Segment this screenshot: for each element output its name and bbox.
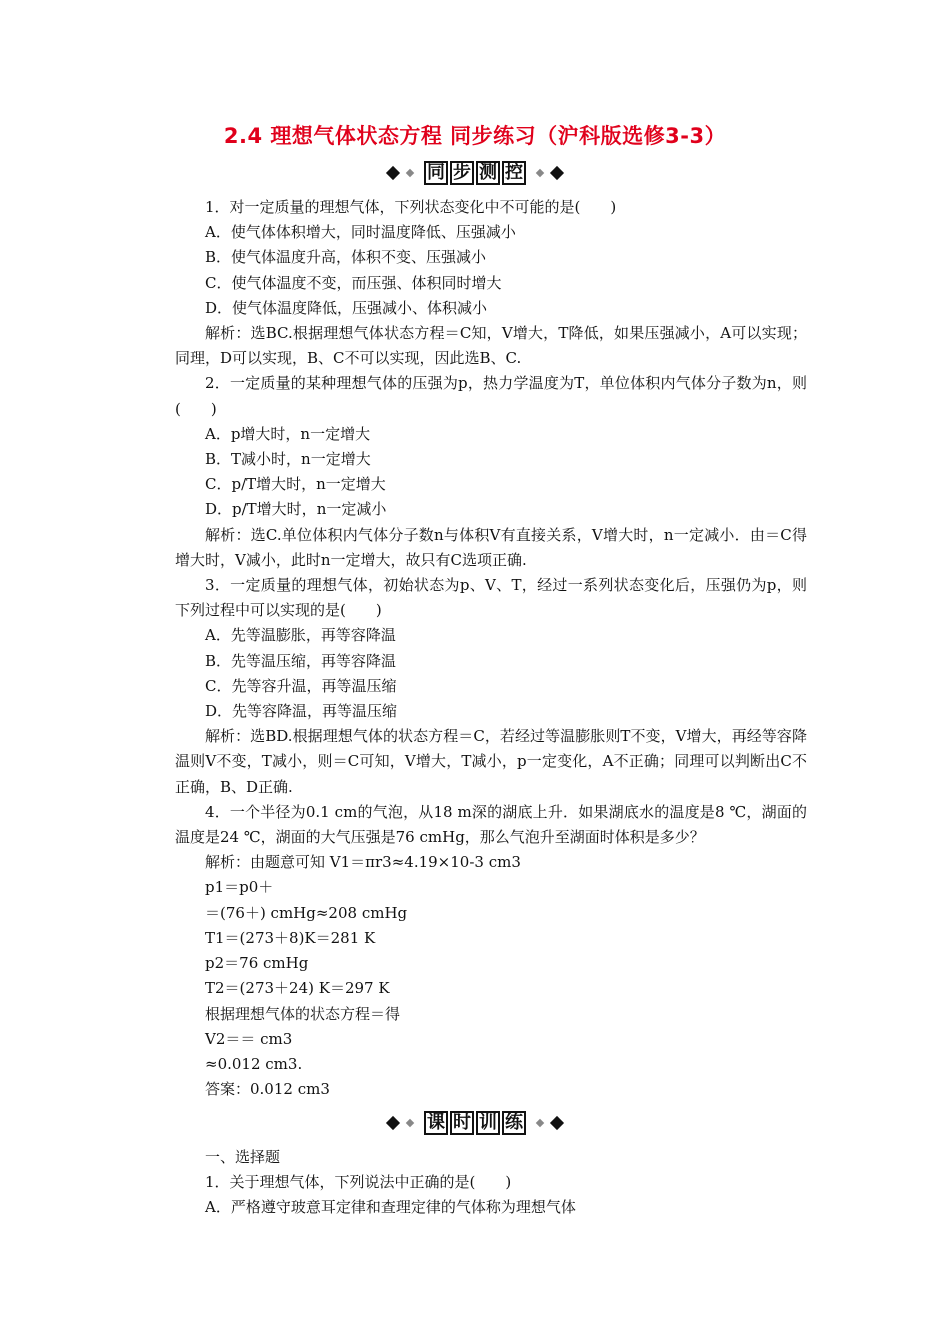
section-sync-test-content bbox=[175, 195, 807, 1102]
option-a: A．p增大时，n一定增大 bbox=[205, 424, 371, 443]
option-d: D．p/T增大时，n一定减小 bbox=[205, 500, 387, 519]
page-title: 2.4 理想气体状态方程 同步练习（沪科版选修3-3） bbox=[223, 124, 727, 148]
answer-analysis-3: 解析：选BD.根据理想气体的状态方程＝C，若经过等温膨胀则T不变，V增大，再经等容降温则V不变，T减小，则＝C可知，V增大，T减小，p一定变化，A不正确；同理可以判断出C不正确，B、D正确. bbox=[175, 727, 807, 796]
section-banner-lesson-training bbox=[0, 1108, 950, 1138]
option-b: B．先等温压缩，再等容降温 bbox=[205, 651, 397, 670]
option-d: D．使气体温度降低，压强减小、体积减小 bbox=[205, 298, 488, 317]
option-c: C．使气体温度不变，而压强、体积同时增大 bbox=[205, 273, 502, 292]
question-1: 1．对一定质量的理想气体，下列状态变化中不可能的是( ) bbox=[205, 198, 617, 216]
banner-char: 练 bbox=[502, 1111, 526, 1135]
option-d: D．先等容降温，再等温压缩 bbox=[205, 702, 398, 721]
subsection-heading: 一、选择题 bbox=[205, 1148, 281, 1166]
solution-line: T1＝(273＋8)K＝281 K bbox=[205, 928, 376, 947]
question-3: 3．一定质量的理想气体，初始状态为p、V、T，经过一系列状态变化后，压强仍为p，则下列过程中可以实现的是( ) bbox=[175, 576, 807, 620]
banner-left-ornament bbox=[383, 168, 417, 178]
solution-line: 根据理想气体的状态方程＝得 bbox=[205, 1004, 401, 1023]
solution-line: ＝(76＋) cmHg≈208 cmHg bbox=[205, 903, 408, 922]
banner-right-ornament bbox=[533, 168, 567, 178]
option-a: A．严格遵守玻意耳定律和查理定律的气体称为理想气体 bbox=[205, 1198, 576, 1217]
banner-char: 课 bbox=[424, 1111, 448, 1135]
section-banner-sync-test bbox=[0, 158, 950, 188]
solution-line: V2＝＝ cm3 bbox=[205, 1029, 293, 1048]
question-4: 4．一个半径为0.1 cm的气泡，从18 m深的湖底上升．如果湖底水的温度是8 ℃，湖面的温度是24 ℃，湖面的大气压强是76 cmHg，那么气泡升至湖面时体积是多少？ bbox=[175, 802, 807, 847]
banner-char: 时 bbox=[450, 1111, 474, 1135]
banner-char: 训 bbox=[476, 1111, 500, 1135]
option-c: C．p/T增大时，n一定增大 bbox=[205, 475, 386, 494]
banner-char: 步 bbox=[450, 161, 474, 185]
answer-analysis-1: 解析：选BC.根据理想气体状态方程＝C知，V增大，T降低，如果压强减小，A可以实现；同理，D可以实现，B、C不可以实现，因此选B、C. bbox=[175, 324, 807, 368]
banner-right-ornament bbox=[533, 1118, 567, 1128]
final-answer: 答案：0.012 cm3 bbox=[205, 1080, 330, 1099]
option-c: C．先等容升温，再等温压缩 bbox=[205, 676, 397, 695]
option-a: A．先等温膨胀，再等容降温 bbox=[205, 626, 396, 645]
solution-line: T2＝(273＋24) K＝297 K bbox=[205, 979, 390, 998]
solution-line: 解析：由题意可知 V1＝πr3≈4.19×10-3 cm3 bbox=[205, 853, 521, 872]
solution-line: p1＝p0＋ bbox=[205, 878, 274, 897]
banner-char: 测 bbox=[476, 161, 500, 185]
option-a: A．使气体体积增大，同时温度降低、压强减小 bbox=[205, 223, 516, 242]
banner-char: 控 bbox=[502, 161, 526, 185]
solution-line: p2＝76 cmHg bbox=[205, 954, 309, 973]
banner-left-ornament bbox=[383, 1118, 417, 1128]
question-1: 1．关于理想气体，下列说法中正确的是( ) bbox=[205, 1173, 512, 1192]
option-b: B．T减小时，n一定增大 bbox=[205, 450, 371, 469]
solution-line: ≈0.012 cm3. bbox=[205, 1054, 303, 1073]
option-b: B．使气体温度升高，体积不变、压强减小 bbox=[205, 248, 487, 267]
banner-char: 同 bbox=[424, 161, 448, 185]
answer-analysis-2: 解析：选C.单位体积内气体分子数n与体积V有直接关系，V增大时，n一定减小．由＝C得增大时，V减小，此时n一定增大，故只有C选项正确. bbox=[175, 525, 807, 569]
question-2: 2．一定质量的某种理想气体的压强为p，热力学温度为T，单位体积内气体分子数为n，则( ) bbox=[175, 374, 807, 418]
section-lesson-training-content bbox=[175, 1145, 807, 1221]
